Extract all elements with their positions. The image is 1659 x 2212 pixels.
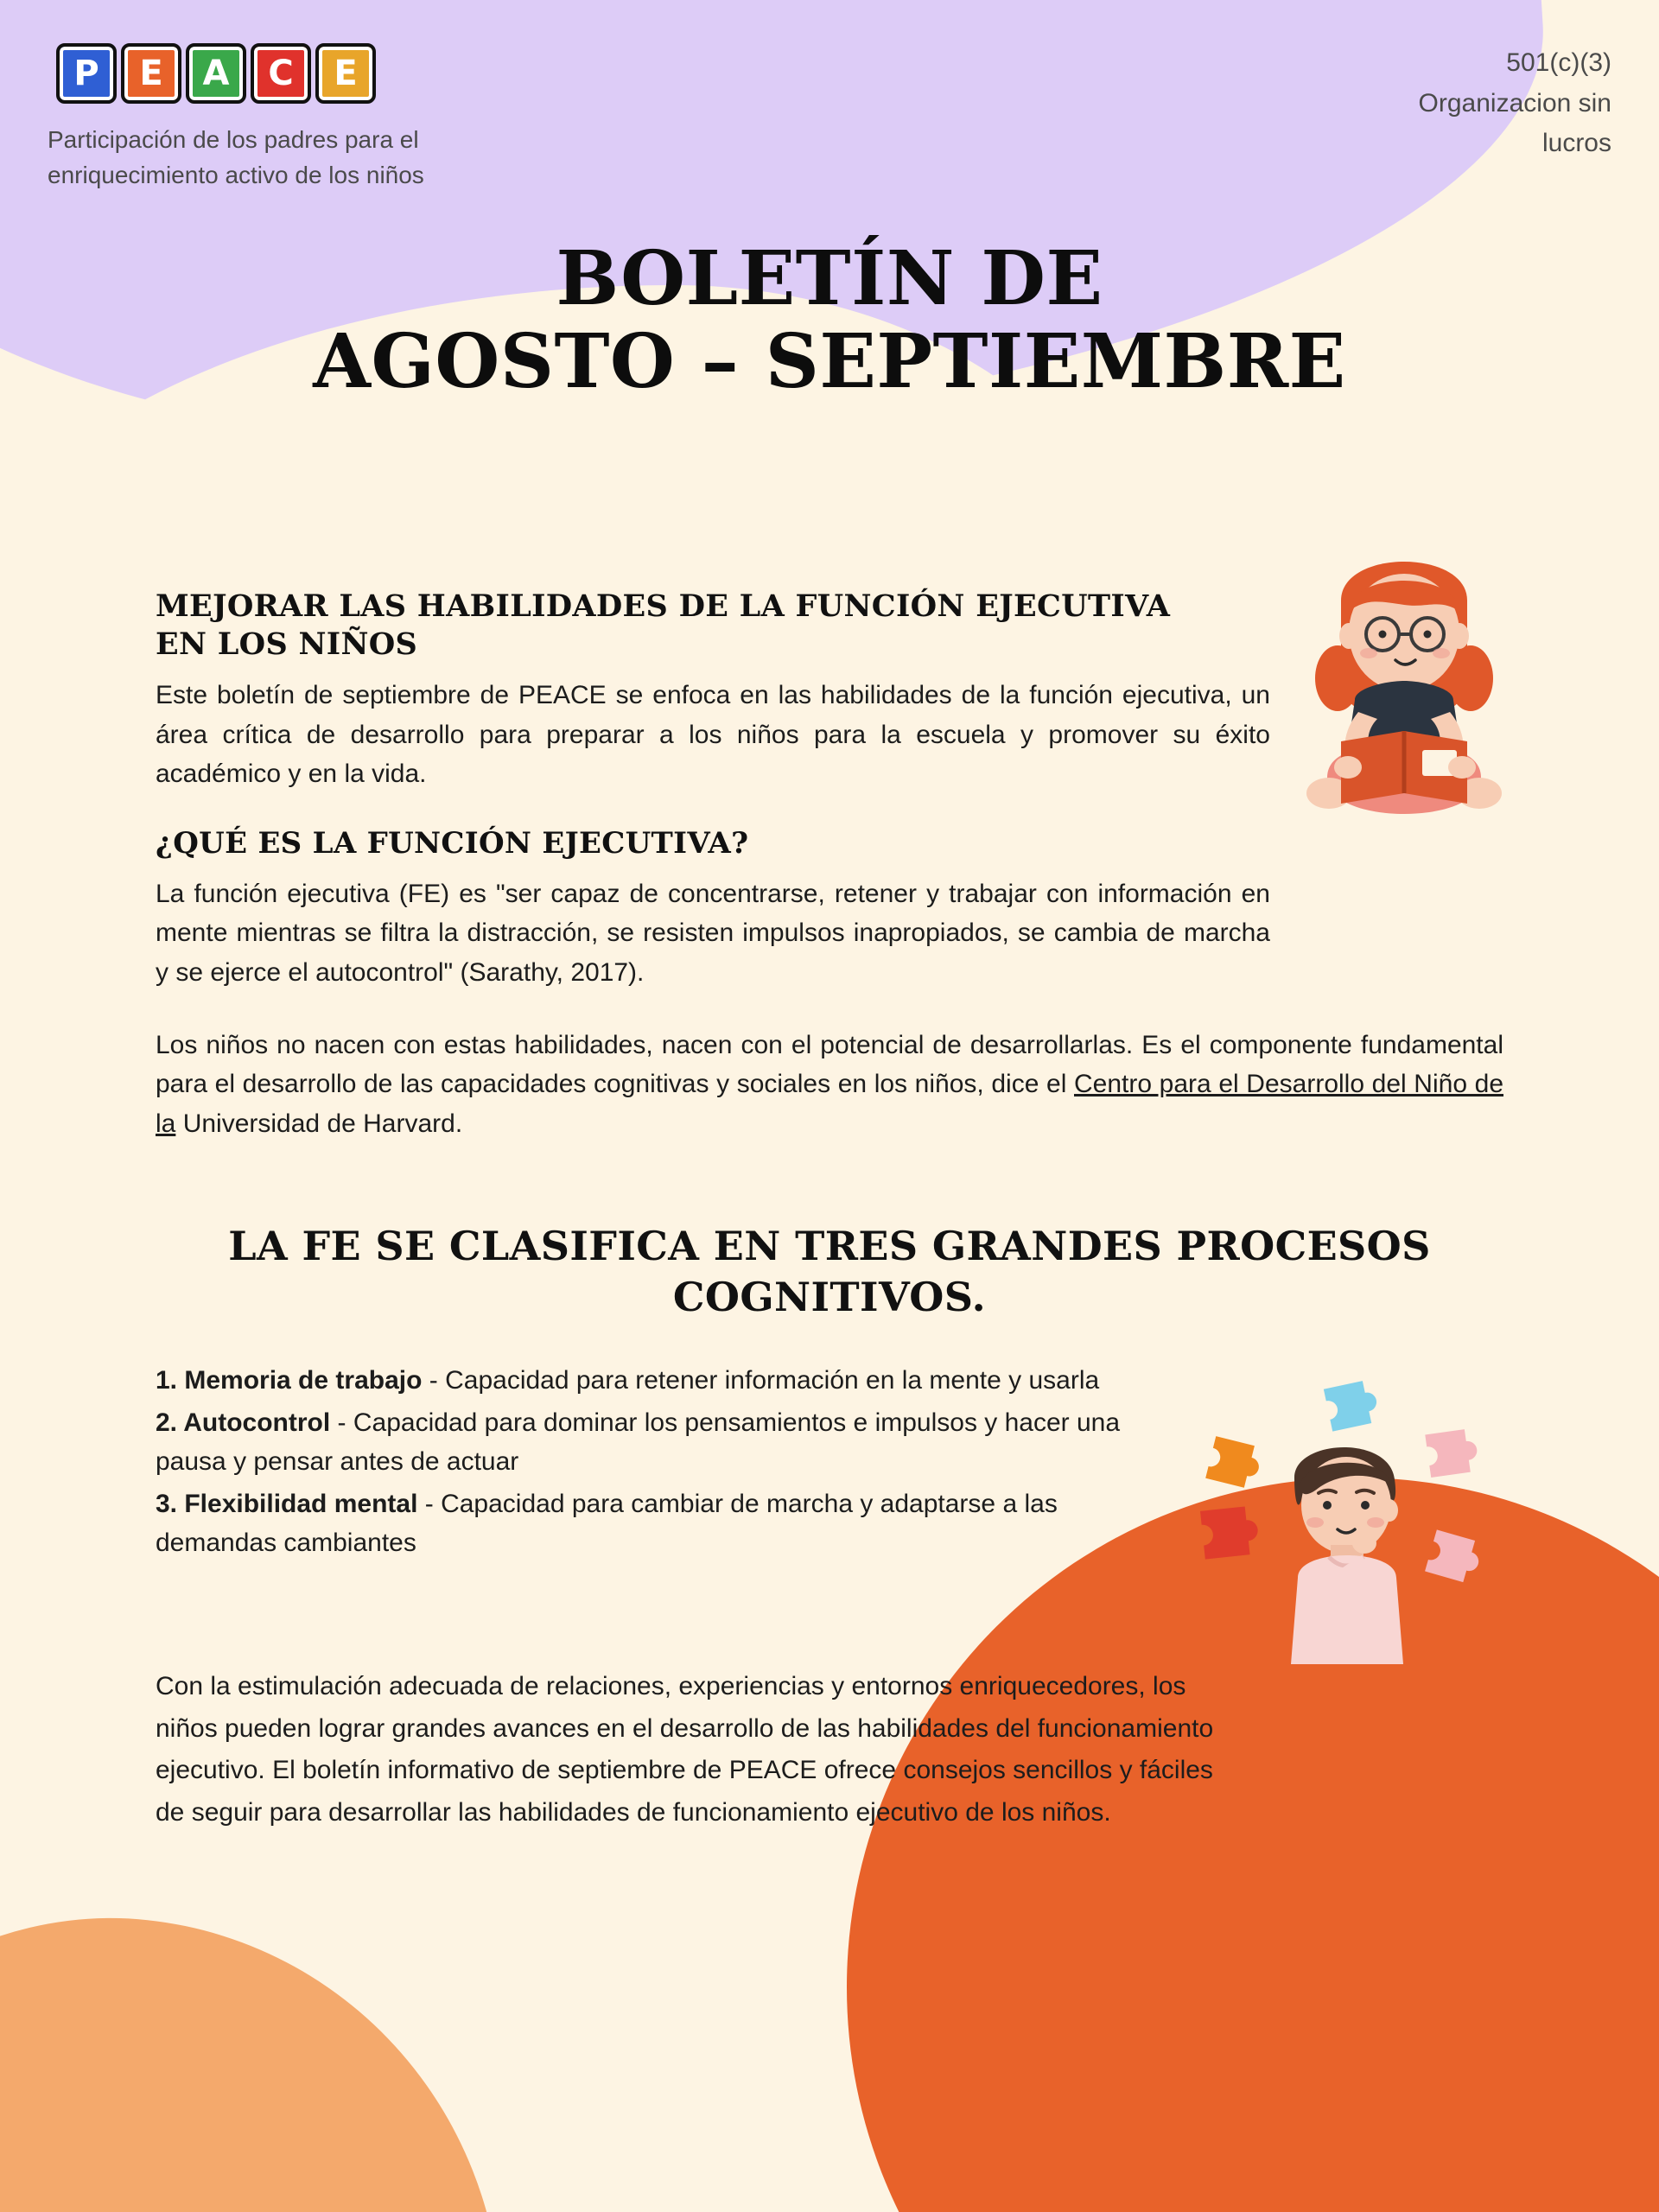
- process-text-3: - Capacidad para cambiar de marcha y adaptarse a las demandas cambiantes: [156, 1490, 1058, 1558]
- paragraph-potential-part2: Universidad de Harvard.: [175, 1109, 463, 1138]
- logo-letter-c: C: [251, 43, 311, 104]
- girl-reading-illustration: [1262, 518, 1547, 855]
- title-line-1: BOLETÍN DE: [556, 235, 1103, 322]
- logo-letter-e2: E: [315, 43, 376, 104]
- heading-three-processes: LA FE SE CLASIFICA EN TRES GRANDES PROCESOS COGNITIVOS.: [228, 1223, 1431, 1321]
- brand-block: [48, 43, 566, 193]
- boy-figure: [1291, 1447, 1403, 1664]
- peace-logo: [56, 43, 566, 104]
- nonprofit-line-3: lucros: [1541, 129, 1611, 157]
- process-text-2: - Capacidad para dominar los pensamientos e impulsos y hacer una pausa y pensar antes de actuar: [156, 1408, 1121, 1477]
- paragraph-potential: [156, 1026, 1503, 1144]
- logo-letter-p: P: [56, 43, 117, 104]
- paragraph-intro: Este boletín de septiembre de PEACE se enfoca en las habilidades de la función ejecutiva, un área crítica de desarrollo para preparar a los niños para la escuela y promover su éxito académico y en la vida.: [156, 681, 1270, 789]
- process-label-3: 3. Flexibilidad mental: [156, 1490, 418, 1519]
- paragraph-closing: Con la estimulación adecuada de relaciones, experiencias y entornos enriquecedores, los niños pueden lograr grandes avances en el desarrollo de las habilidades del funcionamiento ejecutivo. El boletín informativo de septiembre de PEACE ofrece consejos sencillos y fáciles de seguir para desarrollar las habilidades de funcionamiento ejecutivo de los niños.: [156, 1672, 1214, 1827]
- page-title: [0, 235, 1659, 406]
- list-item: [156, 1361, 1123, 1400]
- process-text-1: - Capacidad para retener información en la mente y usarla: [422, 1366, 1100, 1395]
- process-list: [156, 1361, 1123, 1562]
- page-header: [48, 43, 1611, 193]
- nonprofit-line-1: 501(c)(3): [1506, 48, 1611, 77]
- harvard-center-link[interactable]: Centro para el Desarrollo del Niño de la: [156, 1070, 1504, 1138]
- list-item: [156, 1403, 1123, 1481]
- logo-letter-e1: E: [121, 43, 181, 104]
- logo-letter-a: A: [186, 43, 246, 104]
- process-label-1: 1. Memoria de trabajo: [156, 1366, 423, 1395]
- process-label-2: 2. Autocontrol: [156, 1408, 331, 1438]
- boy-puzzle-illustration: [1184, 1374, 1512, 1719]
- organization-tagline: Participación de los padres para el enriquecimiento activo de los niños: [48, 126, 424, 188]
- paragraph-potential-part1: Los niños no nacen con estas habilidades, nacen con el potencial de desarrollarlas. Es el componente fundamental para el desarrollo de las capacidades cognitivas y sociales en los niños, dice el: [156, 1030, 1503, 1099]
- list-item: [156, 1484, 1123, 1562]
- heading-improve-executive-function: MEJORAR LAS HABILIDADES DE LA FUNCIÓN EJECUTIVA EN LOS NIÑOS: [156, 588, 1171, 663]
- title-line-2: AGOSTO – SEPTIEMBRE: [313, 318, 1346, 406]
- heading-what-is-executive-function: ¿QUÉ ES LA FUNCIÓN EJECUTIVA?: [156, 825, 749, 861]
- nonprofit-status: [1419, 43, 1611, 164]
- nonprofit-line-2: Organizacion sin: [1418, 88, 1611, 118]
- paragraph-definition: La función ejecutiva (FE) es "ser capaz de concentrarse, retener y trabajar con información en mente mientras se filtra la distracción, se resisten impulsos inapropiados, se cambia de marcha y se ejerce el autocontrol" (Sarathy, 2017).: [156, 879, 1270, 987]
